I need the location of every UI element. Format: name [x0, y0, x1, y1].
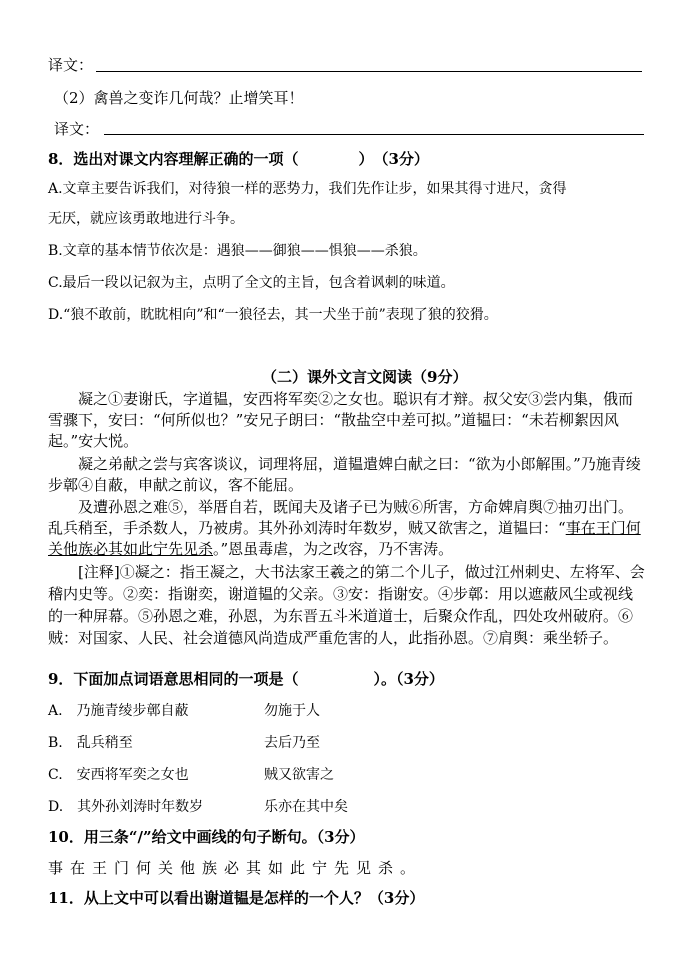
question-11-stem: 11．从上文中可以看出谢道韫是怎样的一个人？（3分） [48, 889, 425, 907]
q8-option-a: A.文章主要告诉我们，对待狼一样的恶势力，我们先作让步，如果其得寸进尺，贪得 [48, 181, 567, 197]
passage-text: 。”恩虽毒虐，为之改容，乃不害涛。 [213, 540, 454, 558]
q9-option-c [48, 764, 608, 784]
question-7-2: （2）禽兽之变诈几何哉？止增笑耳！ [54, 89, 304, 107]
option-left: D. 其外孙刘涛时年数岁 [48, 799, 204, 815]
translation-label: 译文： [54, 120, 100, 138]
passage-paragraph-3 [48, 497, 646, 560]
passage-text: 及遭孙恩之难⑤，举厝自若，既闻夫及诸子已为贼⑥所害，方命婢肩舆⑦抽刃出门。乱兵稍至，手杀数人，乃被虏。其外孙刘涛时年数岁，贼又欲害之，道韫曰：“ [48, 498, 634, 537]
q9-option-b [48, 732, 608, 752]
option-right: 去后乃至 [264, 735, 320, 751]
option-left: C. 安西将军奕之女也 [48, 767, 189, 783]
answer-line[interactable] [104, 134, 644, 135]
q8-option-b: B.文章的基本情节依次是：遇狼——御狼——惧狼——杀狼。 [48, 243, 427, 259]
annotations: [注释]①凝之：指王凝之，大书法家王羲之的第二个儿子，做过江州刺史、左将军、会稽内史等。②奕：指谢奕，谢道韫的父亲。③安：指谢安。④步鄣：用以遮蔽风尘或视线的一种屏幕。⑤孙恩之难，孙恩，为东晋五斗米道道士，后聚众作乱，四处攻州破府。⑥贼：对国家、人民、社会道德风尚造成严重危害的人，此指孙恩。⑦肩舆：乘坐轿子。 [48, 563, 645, 647]
answer-line[interactable] [96, 71, 642, 72]
translation-label: 译文： [48, 56, 94, 74]
question-10-stem: 10．用三条“/”给文中画线的句子断句。（3分） [48, 828, 365, 846]
option-left: B. 乱兵稍至 [48, 735, 133, 751]
passage-paragraph-2: 凝之弟献之尝与宾客谈议，词理将屈，道韫遣婢白献之曰：“欲为小郎解围。”乃施青绫步鄣④自蔽，申献之前议，客不能屈。 [48, 455, 641, 494]
q9-option-d [48, 796, 608, 816]
q8-option-d: D.“狼不敢前，眈眈相向”和“一狼径去，其一犬坐于前”表现了狼的狡猾。 [48, 307, 498, 323]
question-9-stem: 9．下面加点词语意思相同的一项是（ ）。（3分） [48, 670, 444, 688]
section-title: （二）课外文言文阅读（9分） [262, 368, 468, 386]
option-right: 乐亦在其中矣 [264, 799, 348, 815]
q8-option-c: C.最后一段以记叙为主，点明了全文的主旨，包含着讽刺的味道。 [48, 275, 455, 291]
option-right: 勿施于人 [264, 703, 320, 719]
q8-option-a-cont: 无厌，就应该勇敢地进行斗争。 [48, 211, 244, 227]
option-left: A. 乃施青绫步鄣自蔽 [48, 703, 189, 719]
option-right: 贼又欲害之 [264, 767, 334, 783]
q9-option-a [48, 700, 608, 720]
sentence-to-punctuate: 事在王门何关他族必其如此宁先见杀。 [48, 859, 423, 877]
question-8-stem: 8．选出对课文内容理解正确的一项（ ） （3分） [48, 150, 429, 168]
passage-paragraph-1: 凝之①妻谢氏，字道韫，安西将军奕②之女也。聪识有才辩。叔父安③尝内集，俄而雪骤下，安曰：“何所似也？”安兄子朗曰：“散盐空中差可拟。”道韫曰：“未若柳絮因风起。”安大悦。 [48, 390, 634, 450]
underlined-sentence: 事在王门何关他族必其如此宁先见杀 [48, 519, 641, 558]
